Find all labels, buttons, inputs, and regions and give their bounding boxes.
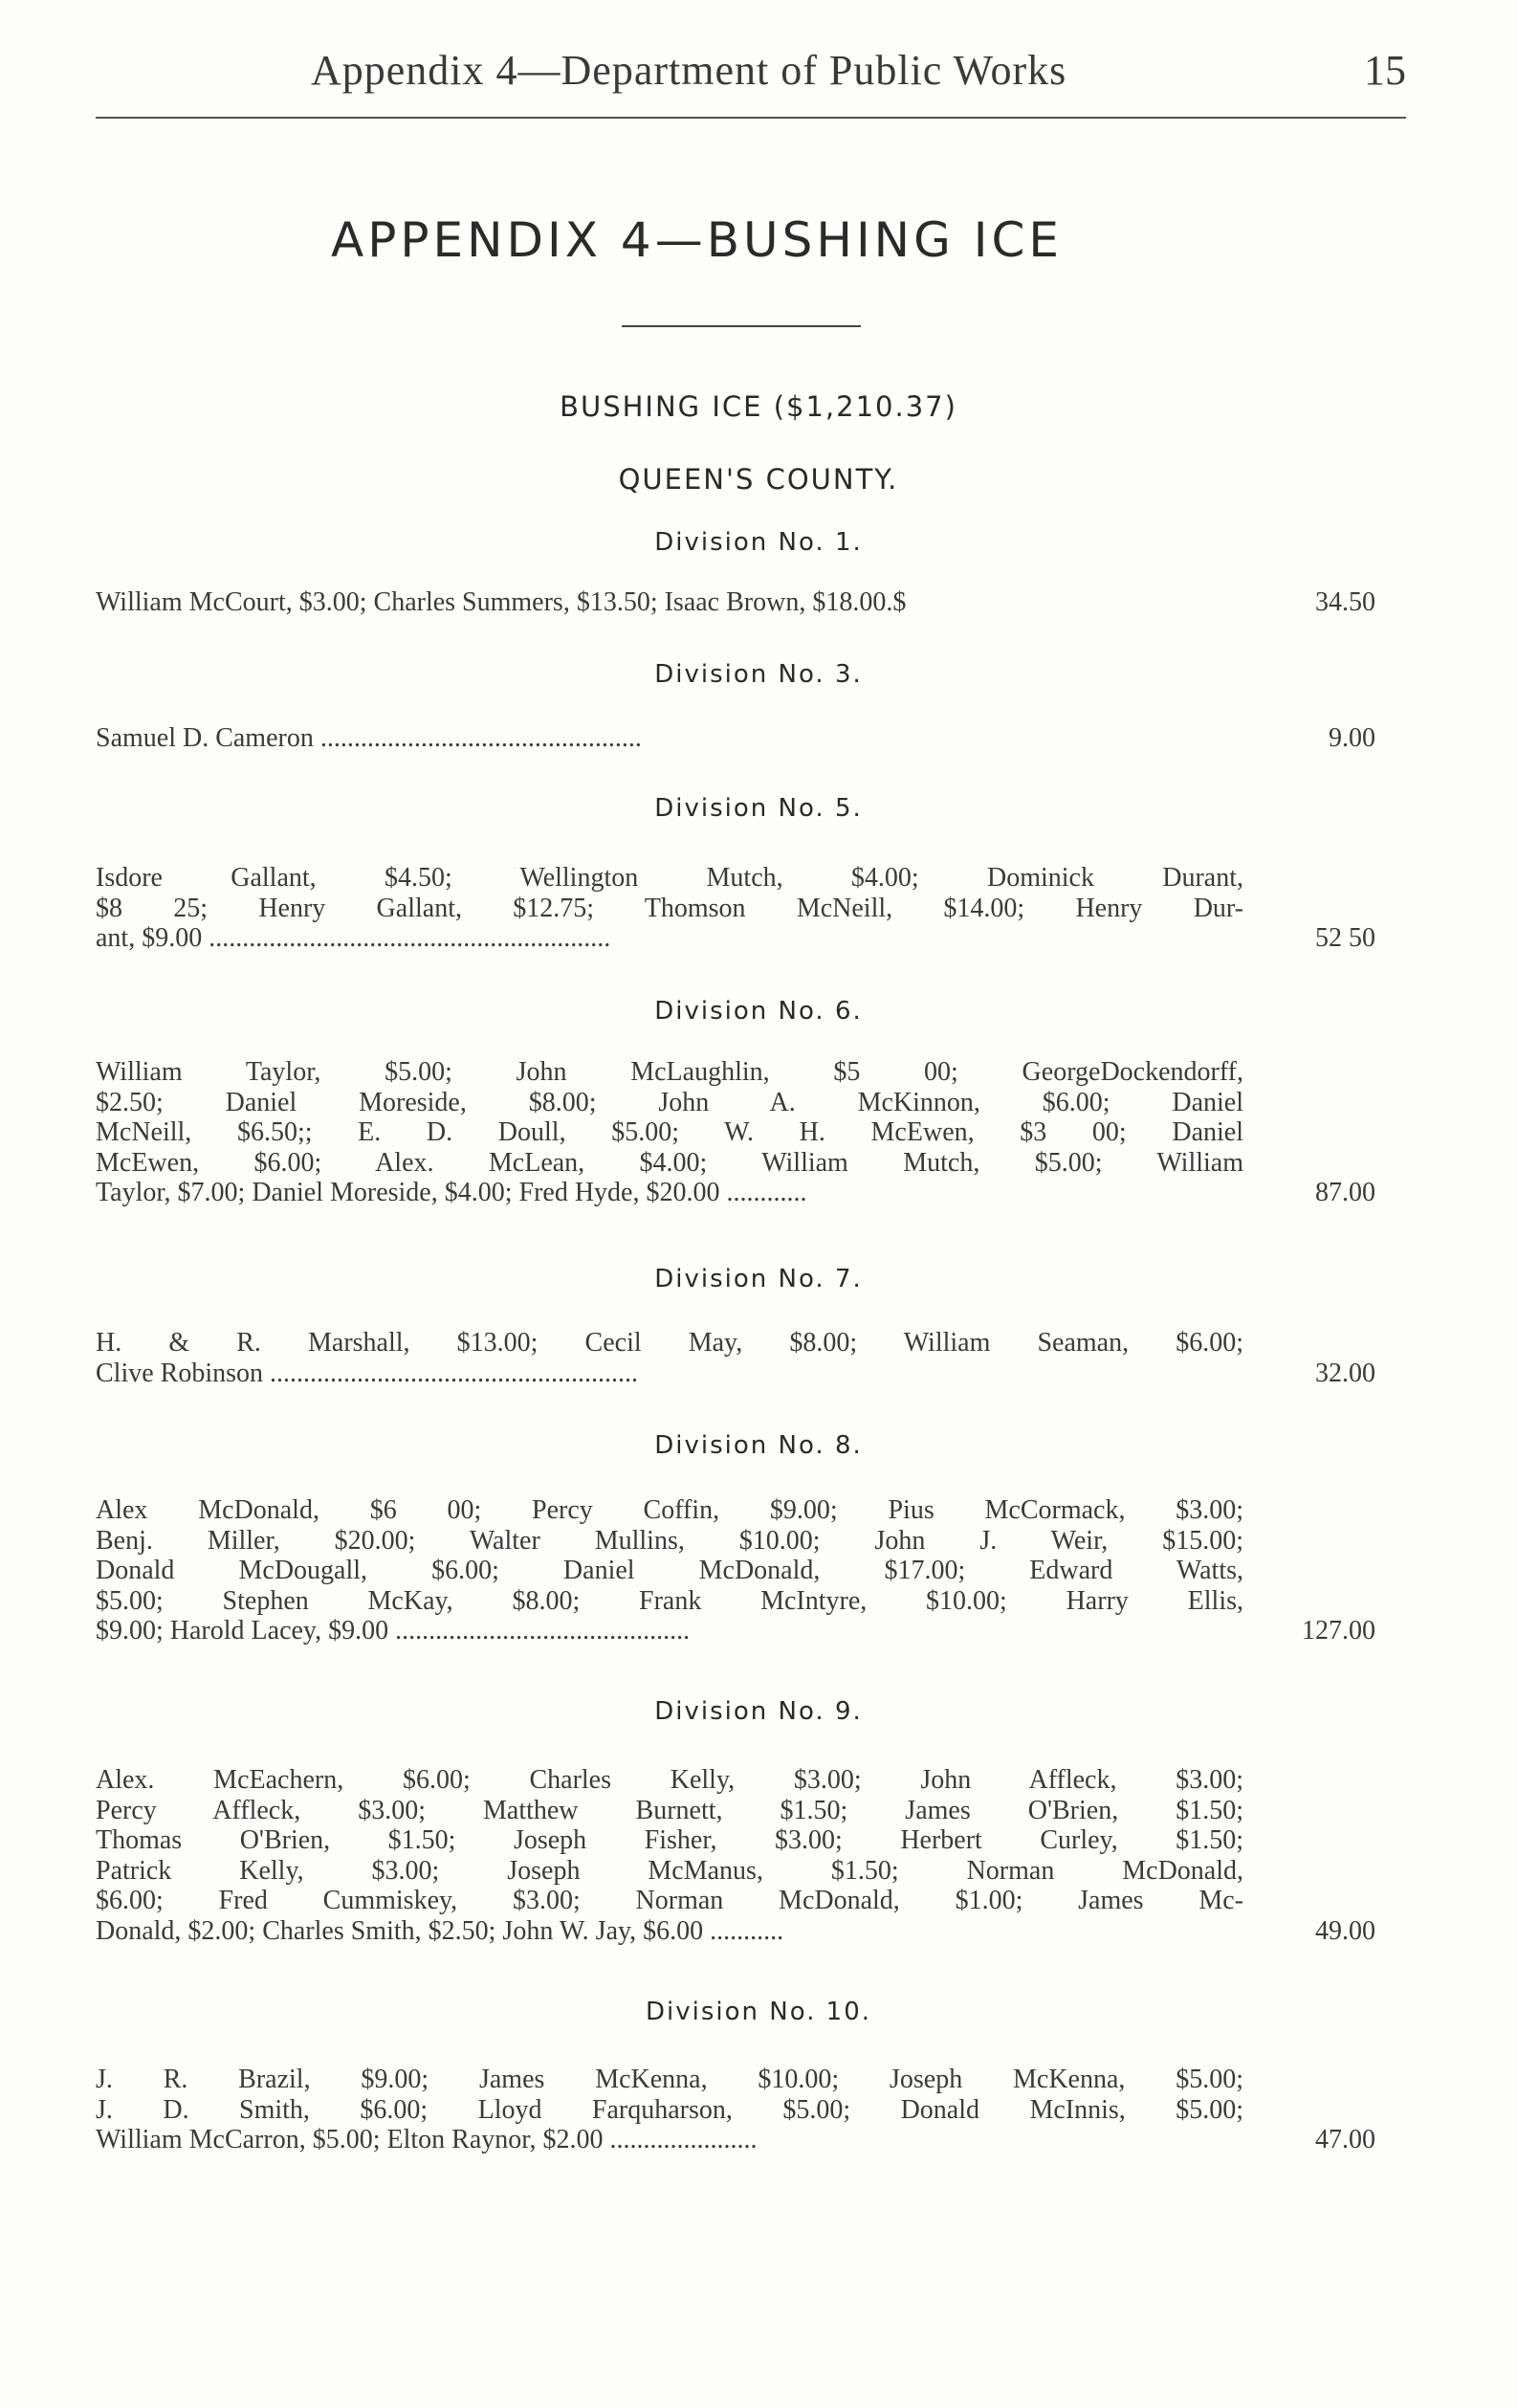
division-amount: 49.00 bbox=[1315, 1916, 1375, 1946]
entry-line: William McCourt, $3.00; Charles Summers, $13.50; Isaac Brown, $18.00.$ bbox=[96, 587, 907, 617]
division-heading: Division No. 1. bbox=[654, 528, 863, 557]
entry-line: Samuel D. Cameron ................................................ bbox=[96, 723, 642, 753]
division-heading: Division No. 9. bbox=[654, 1697, 863, 1726]
division-heading: Division No. 7. bbox=[654, 1265, 863, 1293]
page-number: 15 bbox=[1364, 47, 1406, 94]
division-amount: 87.00 bbox=[1315, 1178, 1375, 1207]
division-entry bbox=[96, 587, 1243, 618]
entry-line: Alex. McEachern, $6.00; Charles Kelly, $3.00; John Affleck, $3.00; bbox=[96, 1765, 1243, 1795]
division-entry bbox=[96, 1495, 1243, 1646]
entry-line: Donald, $2.00; Charles Smith, $2.50; John W. Jay, $6.00 ........... bbox=[96, 1915, 784, 1946]
entry-line: Patrick Kelly, $3.00; Joseph McManus, $1.50; Norman McDonald, bbox=[96, 1855, 1243, 1886]
entry-line: Alex McDonald, $6 00; Percy Coffin, $9.00; Pius McCormack, $3.00; bbox=[96, 1495, 1243, 1525]
division-amount: 9.00 bbox=[1329, 723, 1375, 753]
division-heading: Division No. 10. bbox=[645, 1998, 872, 2026]
division-amount: 52 50 bbox=[1315, 923, 1375, 953]
entry-line: William McCarron, $5.00; Elton Raynor, $2.00 ...................... bbox=[96, 2125, 758, 2154]
entry-line: J. R. Brazil, $9.00; James McKenna, $10.00; Joseph McKenna, $5.00; bbox=[96, 2065, 1243, 2094]
division-entry bbox=[96, 1765, 1243, 1946]
entry-line: Isdore Gallant, $4.50; Wellington Mutch, $4.00; Dominick Durant, bbox=[96, 863, 1243, 893]
entry-line: Thomas O'Brien, $1.50; Joseph Fisher, $3.00; Herbert Curley, $1.50; bbox=[96, 1825, 1243, 1855]
entry-line: McEwen, $6.00; Alex. McLean, $4.00; William Mutch, $5.00; William bbox=[96, 1147, 1243, 1178]
division-entry bbox=[96, 1328, 1243, 1388]
entry-line: $5.00; Stephen McKay, $8.00; Frank McIntyre, $10.00; Harry Ellis, bbox=[96, 1585, 1243, 1616]
entry-line: William Taylor, $5.00; John McLaughlin, $5 00; GeorgeDockendorff, bbox=[96, 1057, 1243, 1087]
entry-line: Percy Affleck, $3.00; Matthew Burnett, $1.50; James O'Brien, $1.50; bbox=[96, 1795, 1243, 1825]
entry-line: Benj. Miller, $20.00; Walter Mullins, $10.00; John J. Weir, $15.00; bbox=[96, 1525, 1243, 1556]
entry-line: $9.00; Harold Lacey, $9.00 ............................................ bbox=[96, 1616, 691, 1646]
entry-line: H. & R. Marshall, $13.00; Cecil May, $8.00; William Seaman, $6.00; bbox=[96, 1328, 1243, 1358]
division-entry bbox=[96, 1057, 1243, 1208]
division-entry bbox=[96, 723, 1243, 754]
division-amount: 32.00 bbox=[1315, 1359, 1375, 1388]
entry-line: J. D. Smith, $6.00; Lloyd Farquharson, $5.00; Donald McInnis, $5.00; bbox=[96, 2094, 1243, 2125]
entry-line: $6.00; Fred Cummiskey, $3.00; Norman McDonald, $1.00; James Mc- bbox=[96, 1886, 1243, 1915]
entry-line: ant, $9.00 ............................................................ bbox=[96, 923, 611, 953]
division-entry bbox=[96, 2065, 1243, 2155]
division-heading: Division No. 5. bbox=[654, 794, 863, 823]
entry-line: Taylor, $7.00; Daniel Moreside, $4.00; Fred Hyde, $20.00 ............ bbox=[96, 1178, 807, 1207]
division-amount: 127.00 bbox=[1302, 1616, 1375, 1646]
division-entry bbox=[96, 863, 1243, 954]
division-heading: Division No. 3. bbox=[654, 660, 863, 689]
division-heading: Division No. 8. bbox=[654, 1431, 863, 1460]
header-rule bbox=[96, 117, 1406, 119]
division-amount: 47.00 bbox=[1315, 2125, 1375, 2154]
division-amount: 34.50 bbox=[1315, 587, 1375, 617]
section-heading: BUSHING ICE ($1,210.37) bbox=[560, 390, 957, 423]
appendix-title-text: APPENDIX 4—BUSHING ICE bbox=[331, 212, 1063, 268]
running-header bbox=[96, 46, 1416, 103]
entry-line: Donald McDougall, $6.00; Daniel McDonald, $17.00; Edward Watts, bbox=[96, 1556, 1243, 1585]
entry-line: Clive Robinson ....................................................... bbox=[96, 1358, 639, 1388]
division-heading: Division No. 6. bbox=[654, 997, 863, 1026]
entry-line: McNeill, $6.50;; E. D. Doull, $5.00; W. H. McEwen, $3 00; Daniel bbox=[96, 1117, 1243, 1147]
county-heading: QUEEN'S COUNTY. bbox=[618, 463, 899, 496]
title-rule bbox=[622, 325, 861, 327]
entry-line: $8 25; Henry Gallant, $12.75; Thomson McNeill, $14.00; Henry Dur- bbox=[96, 893, 1243, 923]
running-title: Appendix 4—Department of Public Works bbox=[311, 47, 1067, 94]
entry-line: $2.50; Daniel Moreside, $8.00; John A. McKinnon, $6.00; Daniel bbox=[96, 1087, 1243, 1117]
